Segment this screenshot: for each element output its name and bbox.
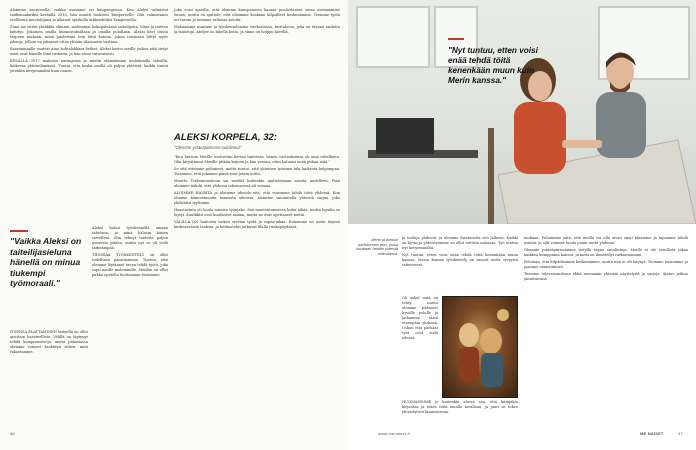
pull-quote-accent xyxy=(10,230,28,232)
paragraph: Aloimme seurustella, vaikka asuimme eri kaupungeissa. Kun Aleksi valmistui taidemaalariksi keväällä 2010, hän muutti luokseni Tampereelle. Olin valmistanut teollisena muotoilijana ja aikanut opiskella arkkitehtiksi Tampereella. xyxy=(10,8,168,22)
paragraph: ALOIMME HAVAITA ja aloimme ideoida sitä, että voisimme tehdä töitä yhdessä. Kun olimme kiinnostuneita samoista aiheista, aloimme suunnitella yhteistä sarjaa, joka yhdistäisi tyylimme. xyxy=(174,191,340,205)
left-column-2-bottom xyxy=(174,155,340,427)
right-column-1-narrow xyxy=(402,296,438,396)
studio-photo xyxy=(348,0,696,224)
paragraph: Teemme tulevaisuudessa ehkä enemmän yhteisiä näyttelyitä ja sarjoja. Ajatus jatkuu jännittävänä. xyxy=(524,272,688,281)
easel-leg xyxy=(488,128,494,224)
paragraph: VÄLILLÄ ON haitoista vaikea erottaa työtä ja vapaa-aikaa. Kotiamme on usein täynnä keskeneräisiä teoksia, ja keskustelut jatkuvat illalla ruokapöydässä. xyxy=(174,220,340,229)
paragraph: Siinä me sitten yhtäkkiä olimme, molemmat kokopäiväisiä taiteilijoita. Minä ja taiteen kehitys. Jokainen omilla kiinnostuksillaan ja omalla polullaan. Aleksi kävi töissä tarpeen mukaan, minä puolestani tein töitä kotona, johon toisinaan liittyi myös jaksoja, jolloin en jaksanut ottaa yhtään tilaisuutta vastaan. xyxy=(10,25,168,44)
photo-caption: Merin ja Aleksin pariskunnan teos, jossa kuvataan heidän yhteistä elämäänsä. xyxy=(355,238,398,256)
paragraph: Pelotaan, että kilpailisimme keskenämme, mutta niin ei ole käynyt. Tuemme toisiamme ja jaamme onnistumiset. xyxy=(524,260,688,269)
hands xyxy=(562,140,602,148)
paragraph: Aleksi halusi työskennellä omaan tahtiinsa, ja minä halusin hänen vierelleni. Olin tehnyt taidetta paljon nuoresta pitäen, mutta nyt se oli vielä tärkeämpää. xyxy=(92,226,168,250)
left-column-2-top xyxy=(174,8,340,128)
paragraph: HUOMASIMME jo kuitenkin alussa sen, että kumpikin kirjoittaa ja tekee töitä omalla tavallaan, ja juuri se tekee yhteistyöstä kiinnostavaa. xyxy=(402,400,518,414)
paragraph: Oli askel mitä on tehty, mutta olemme päässeet hyvälle polulle ja jatkamme tästä eteenpäin yhdessä. Uskon että parhaat työt ovat vielä edessä. xyxy=(402,296,438,340)
painted-light xyxy=(497,309,509,321)
woman-shirt xyxy=(514,102,566,174)
left-column-1-bottom xyxy=(92,226,168,426)
paragraph: "Kun herrom Merille osoitettiin kertaa taiteessa, hänen vastauksensa oli aina rehellinen. Olin kirjoittanut Merille pitkän kirjeen ja hän vastasi, ettei haluaisi enää puhua siitä." xyxy=(174,155,340,164)
painting-figures xyxy=(443,297,517,397)
paragraph: Nyt tuntuu, etten voisi enää tehdä töitä kenenkään muun kanssa. Merin kanssa työskentely on tuonut uutta syvyyttä taiteeseeni. xyxy=(402,253,518,267)
artwork-painting xyxy=(442,296,518,398)
paragraph: ja tauluja yhdessä, ja olemme ihastuneita sen jälkeen. Kaikki on hyvin ja yhteistyömme on ollut erittäin antoisaa. Työ tuntuu nyt kevyemmältä. xyxy=(402,236,518,250)
photo-quote-accent xyxy=(448,38,464,40)
footer-brand: ME NAISET xyxy=(640,431,664,436)
man-shirt xyxy=(596,92,646,158)
paragraph: Saariminnalle osuivat aina kohtalokkaat hetket. Aleksi kertoi meille joskus että tietyt asiat ovat hänelle liian raskaita, ja hän eteni varovaisesti. xyxy=(10,47,168,56)
paragraph: mukaan. Puhuimme siitä, että meillä voi olla aivan omat ideamme ja tapamme tehdä asioita, ja silti voimme luoda jotain uutta yhdessä. xyxy=(524,236,688,245)
section-subtitle: "Olemme ystäväpiirimme outolinnut" xyxy=(174,145,242,150)
paragraph: Olemme ystäväpiirissämme tietyllä tapaa outolintuja. Meille ei ole tavallista jakaa kaikkea kumppanin kanssa, ja moni on ihmetellyt ratkaisuamme. xyxy=(524,248,688,257)
paragraph: KESÄLLÄ 2017 maksoin auringossa ja mietin elämäämme molemmilla tahoilla, kaikessa yhteiselämässä. Tuntui, että koska meillä oli paljon yhteistä, kaikki tuntui jotenkin kevyemmältä kuin ennen. xyxy=(10,59,168,73)
paragraph: Haastavinta oli luoda toimiva työnjako. Sen muotoutumiseen kului aikaa, mutta lopulta se löytyi. Konfliktit ovat kuuluneet asiaan, mutta ne ovat opettaneet meitä. xyxy=(174,208,340,217)
right-column-1-bottom xyxy=(402,400,518,428)
painted-figure-head xyxy=(480,328,502,354)
photo-quote: "Nyt tuntuu, etten voisi enää tehdä töitä kenenkään muun kuin Merin kanssa." xyxy=(448,46,538,85)
paragraph: Se sitä ettemme puhuneet, mutta tuntui, että yhteinen työmme teki kaikesta helpompaa. Tiesimme, että jokainen päivä toisi jotain uutta. xyxy=(174,167,340,176)
footer-site[interactable]: www.menaiset.fi xyxy=(378,431,410,436)
paragraph: Mahaamme asumme ja työskentelemme vuokratussa, kivitalossa, joka on täynnä taidetta ja muistoja. Ateljee on lähellä kotia, ja sinne on helppo kävellä. xyxy=(174,25,340,34)
left-column-1-footer-text xyxy=(10,330,88,426)
paragraph: Muutto Torkonmuukoon sai meidät kuitenkin ajattelemaan asioita uudelleen. Pian aloimme nähdä, että yhdessä tekemisessä oli voimaa. xyxy=(174,179,340,188)
photo-scene xyxy=(348,0,696,224)
painted-figure-head xyxy=(459,323,479,347)
paragraph: Joku voisi ajatella, että olemme kuuspaineen kanssa puolustaneet omaa asemaamme ennen, mutta en ajattele, että olisimme koskaan kilpailleet keskenämme. Teemme työtä eri tavoin ja teemme erilaisia asioita. xyxy=(174,8,340,22)
right-column-1-top xyxy=(402,236,518,294)
page-number-right: 47 xyxy=(678,431,683,436)
paragraph: THOSSAA TYÖSKENTELY on ollut todellinen paratiisimme. Tuntuu, että olemme löytäneet tavan tehdä työtä, joka sopii meille molemmille. Meidän on ollut pakko opetella luottamaan toisiimme. xyxy=(92,253,168,277)
right-column-2 xyxy=(524,236,688,426)
chair xyxy=(376,118,434,154)
painted-figure-body xyxy=(481,353,503,387)
left-column-1-top xyxy=(10,8,168,224)
section-title: ALEKSI KORPELA, 32: xyxy=(174,132,277,143)
painted-figure-body xyxy=(459,347,479,381)
pull-quote: "Vaikka Aleksi on taiteilijasieluna hänellä on minua tiukempi työmoraali." xyxy=(10,236,82,288)
page-number-left: 46 xyxy=(10,431,15,436)
paragraph: ITSENSÄ ELÄTTÄMINEN taiteella on ollut ajoittain haasteellista. Välillä on täytynyt tehdä kompromisseja, mutta pääasiassa olemme voineet keskittyä siihen, mitä rakastamme. xyxy=(10,330,88,354)
